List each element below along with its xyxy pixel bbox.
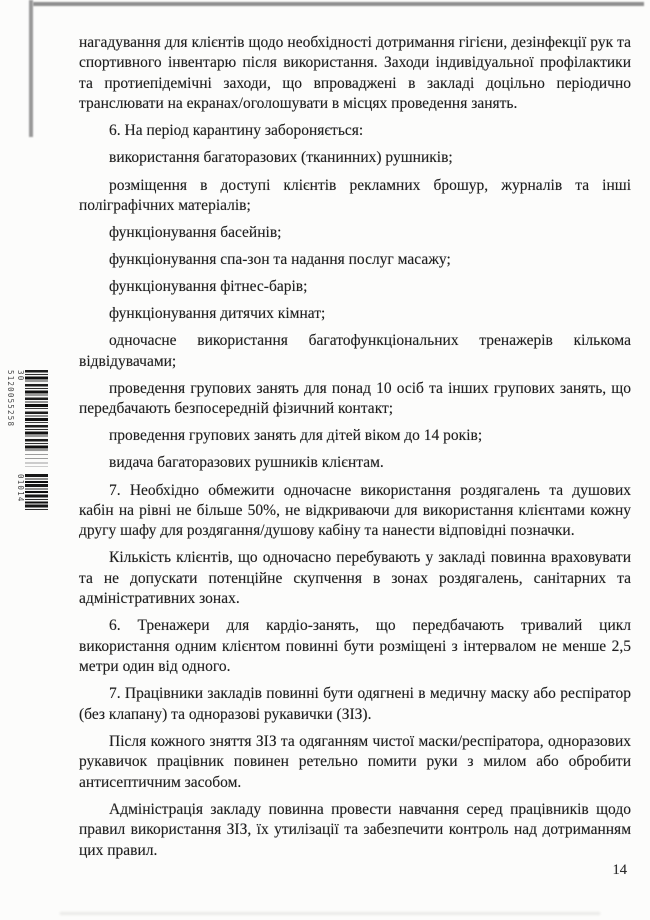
barcode-digits-bottom: 01014 [16,474,25,503]
paragraph: 7. Необхідно обмежити одночасне використання роздягалень та душових кабін на рівні не більше 50%, не відкриваючи для використання клієнтами кожну другу шафу для роздягання/душову кабіну та нанести відповідні позначки. [79,481,631,540]
paragraph: Після кожного зняття ЗІЗ та одяганням чистої маски/респіратора, одноразових рукавичок працівник повинен ретельно помити руки з милом або обробити антисептичним засобом. [79,732,631,791]
paragraph: Адміністрація закладу повинна провести навчання серед працівників щодо правил використання ЗІЗ, їх утилізації та забезпечити контроль над дотриманням цих правил. [79,800,631,859]
list-item: проведення групових занять для понад 10 осіб та інших групових занять, що передбачають безпосередній фізичний контакт; [79,379,631,418]
barcode-digits-top: 30 [16,370,25,382]
list-item: функціонування спа-зон та надання послуг масажу; [109,251,451,269]
list-item: розміщення в доступі клієнтів рекламних брошур, журналів та інші поліграфічних матеріалів; [79,176,631,214]
list-item: видача багаторазових рушників клієнтам. [109,454,384,472]
paragraph: 6. Тренажери для кардіо-занять, що передбачають тривалий цикл використання одним клієнтом повинні бути розміщені з інтервалом не менше 2,5 метри один від одного. [79,617,631,676]
barcode-digits-main-number: 5120055258 [6,370,15,428]
paragraph: нагадування для клієнтів щодо необхідності дотримання гігієни, дезінфекції рук та спортивного інвентарю після використання. Заходи індивідуальної профілактики та протиепідемічні заходи, що впроваджені в закладі доцільно періодично транслювати на екранах/оголошувати в місцях проведення занять. [79,34,631,113]
list-item: одночасне використання багатофункціональних тренажерів кількома відвідувачами; [79,332,631,370]
list-item: використання багаторазових (тканинних) рушників; [109,149,453,167]
paragraph: 6. На період карантину забороняється: [109,122,364,140]
list-item: функціонування дитячих кімнат; [109,305,326,323]
scan-artifact-bottom-smudge [60,912,600,915]
list-item: проведення групових занять для дітей віком до 14 років; [109,427,483,445]
paragraph: Кількість клієнтів, що одночасно перебувають у закладі повинна враховувати та не допускати потенційне скупчення в зонах роздягалень, санітарних та адміністративних зонах. [79,549,631,608]
list-item: функціонування фітнес-барів; [109,278,308,296]
list-item: функціонування басейнів; [109,224,282,241]
page-number: 14 [612,862,627,878]
paragraph: 7. Працівники закладів повинні бути одягнені в медичну маску або респіратор (без клапану) та одноразові рукавички (ЗІЗ). [79,685,631,723]
